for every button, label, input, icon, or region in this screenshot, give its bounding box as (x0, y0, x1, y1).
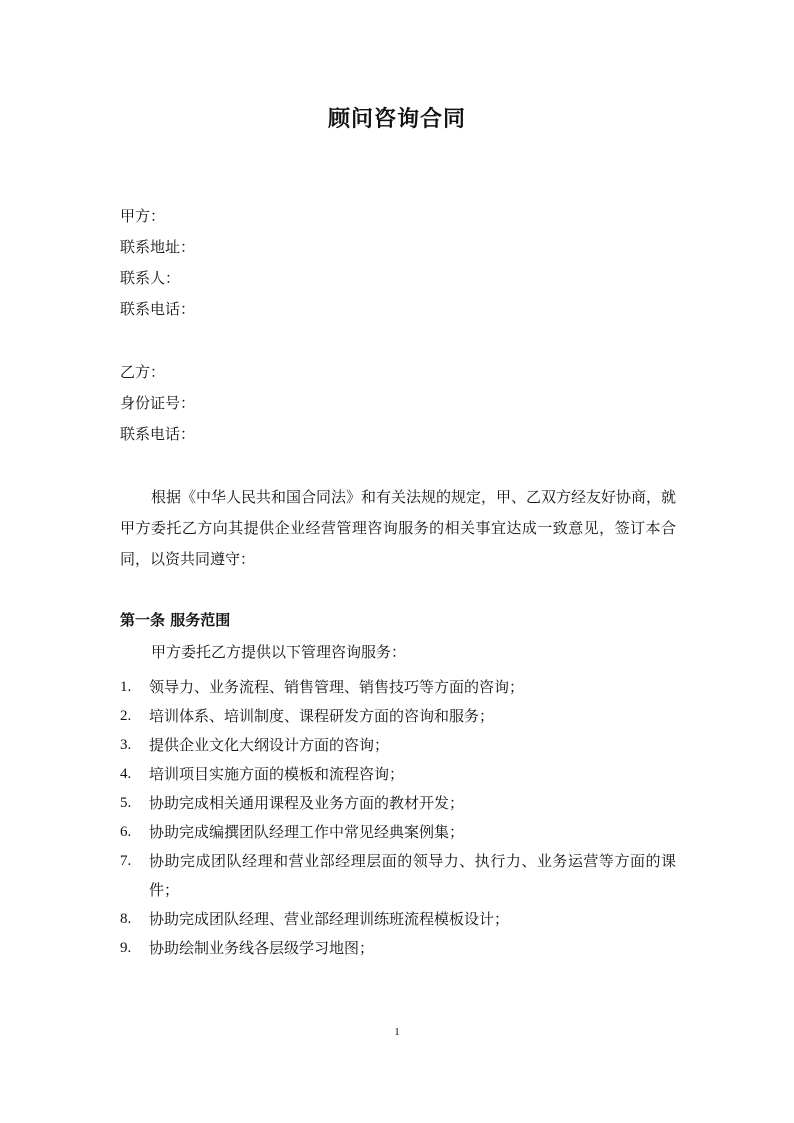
list-item-number: 8. (120, 911, 132, 927)
list-item (120, 789, 676, 818)
list-item (120, 934, 676, 963)
list-item (120, 702, 676, 731)
list-item (120, 905, 676, 934)
party-a-address-label: 联系地址： (120, 238, 196, 256)
document-title: 顾问咨询合同 (327, 106, 466, 132)
list-item-number: 4. (120, 766, 132, 782)
list-item (120, 731, 676, 760)
list-item-text: 培训体系、培训制度、课程研发方面的咨询和服务； (149, 707, 495, 725)
list-item-text: 协助完成团队经理和营业部经理层面的领导力、执行力、业务运营等方面的课件； (149, 852, 676, 899)
contract-preamble: 根据《中华人民共和国合同法》和有关法规的规定，甲、乙双方经友好协商，就甲方委托乙方向其提供企业经营管理咨询服务的相关事宜达成一致意见，签订本合同，以资共同遵守： (120, 488, 677, 568)
list-item-number: 9. (120, 940, 132, 956)
party-b-phone-label: 联系电话： (120, 425, 196, 443)
list-item-text: 领导力、业务流程、销售管理、销售技巧等方面的咨询； (149, 678, 525, 696)
party-a-phone-label: 联系电话： (120, 300, 196, 318)
party-b-label: 乙方： (120, 363, 166, 381)
party-a-contact-label: 联系人： (120, 269, 181, 287)
list-item (120, 818, 676, 847)
list-item-number: 7. (120, 853, 132, 869)
list-item-text: 协助完成相关通用课程及业务方面的教材开发； (149, 794, 465, 812)
list-item (120, 847, 676, 905)
list-item-text: 协助完成编撰团队经理工作中常见经典案例集； (149, 823, 465, 841)
list-item-number: 5. (120, 795, 132, 811)
service-scope-list (120, 673, 676, 963)
list-item (120, 673, 676, 702)
article-1-intro: 甲方委托乙方提供以下管理咨询服务： (151, 643, 407, 661)
list-item-text: 培训项目实施方面的模板和流程咨询； (149, 765, 405, 783)
party-b-id-label: 身份证号： (120, 394, 196, 412)
page-number: 1 (394, 1026, 400, 1038)
list-item-text: 提供企业文化大纲设计方面的咨询； (149, 736, 390, 754)
list-item-number: 6. (120, 824, 132, 840)
list-item (120, 760, 676, 789)
list-item-number: 3. (120, 737, 132, 753)
list-item-number: 1. (120, 679, 132, 695)
list-item-text: 协助完成团队经理、营业部经理训练班流程模板设计； (149, 910, 510, 928)
party-a-label: 甲方： (120, 207, 166, 225)
list-item-text: 协助绘制业务线各层级学习地图； (149, 939, 375, 957)
article-1-heading: 第一条 服务范围 (120, 611, 231, 629)
list-item-number: 2. (120, 708, 132, 724)
